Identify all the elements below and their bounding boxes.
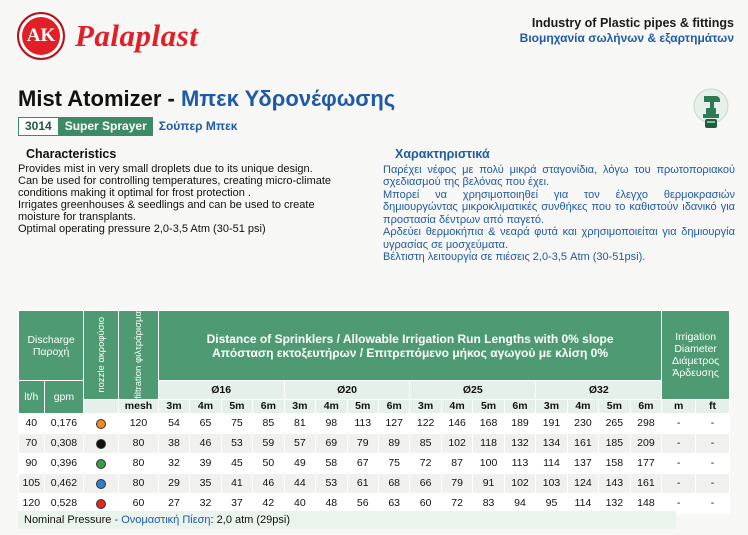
tagline-en: Industry of Plastic pipes & fittings (531, 16, 734, 30)
run-length-value: 81 (284, 413, 315, 433)
characteristic-line: Provides mist in very small droplets due to its unique design. (18, 163, 313, 175)
characteristic-line-gr: Παρέχει νέφος με πολύ μικρά σταγονίδια, λόγω του πρωτοποριακού σχεδιασμού της βελόνας που έχει. (383, 163, 735, 188)
unit-lh: lt/h (19, 381, 45, 414)
run-length-value: 98 (316, 413, 347, 433)
discharge-lh: 90 (19, 453, 45, 473)
pipe-diameter: Ø25 (410, 381, 536, 400)
spacing-header: 4m (190, 399, 221, 413)
run-length-value: 118 (473, 433, 504, 453)
diameter-m: - (662, 493, 696, 513)
discharge-label-gr: Παροχή (32, 345, 70, 358)
nozzle-color-cell (84, 473, 119, 493)
run-length-value: 161 (630, 473, 662, 493)
run-length-value: 298 (630, 413, 662, 433)
nozzle-color-cell (84, 433, 119, 453)
nozzle-blank (84, 399, 119, 413)
characteristics-en (18, 148, 343, 235)
run-length-value: 79 (347, 433, 378, 453)
spacing-header: 5m (221, 399, 252, 413)
run-length-value: 191 (536, 413, 567, 433)
run-length-value: 148 (630, 493, 662, 513)
run-length-value: 42 (253, 493, 284, 513)
run-length-value: 134 (536, 433, 567, 453)
tagline-gr: Βιομηχανία σωλήνων & εξαρτημάτων (519, 31, 734, 45)
nominal-pressure-note (18, 511, 676, 529)
discharge-lh: 120 (19, 493, 45, 513)
discharge-gpm: 0,528 (44, 493, 84, 513)
diameter-label-gr: Διάμετρος Άρδευσης (672, 354, 720, 379)
run-length-value: 46 (253, 473, 284, 493)
run-length-value: 69 (316, 433, 347, 453)
run-length-value: 63 (378, 493, 409, 513)
characteristic-line: Irrigates greenhouses & seedlings and can be used to create moisture for transplants. (18, 199, 315, 223)
discharge-gpm: 0,176 (44, 413, 84, 433)
run-length-value: 85 (253, 413, 284, 433)
brand-logo (17, 12, 198, 60)
footer-separator: - (111, 514, 122, 526)
diameter-label-en: Irrigation Diameter (674, 330, 717, 355)
brand-name: Palaplast (75, 18, 199, 53)
characteristic-line: Can be used for controlling temperatures, creating micro-climate conditions making it optimal for frost protection . (18, 175, 332, 199)
diameter-m: - (662, 433, 696, 453)
run-length-value: 143 (599, 473, 630, 493)
run-length-value: 38 (158, 433, 189, 453)
run-length-value: 40 (284, 493, 315, 513)
run-length-value: 57 (284, 433, 315, 453)
filtration-mesh: 60 (119, 493, 159, 513)
nozzle-color-cell (84, 413, 119, 433)
distance-title-gr: Απόσταση εκτοξευτήρων / Επιτρεπόμενο μήκος αγωγού με κλίση 0% (212, 345, 608, 360)
spacing-header: 3m (284, 399, 315, 413)
table-row (19, 473, 730, 493)
product-code: 3014 (18, 117, 59, 136)
run-length-value: 100 (473, 453, 504, 473)
run-length-value: 132 (504, 433, 535, 453)
table-row (19, 433, 730, 453)
run-length-value: 27 (158, 493, 189, 513)
run-length-value: 32 (158, 453, 189, 473)
run-length-value: 79 (441, 473, 472, 493)
diameter-ft: - (696, 433, 730, 453)
run-length-value: 35 (190, 473, 221, 493)
diameter-m: - (662, 413, 696, 433)
run-length-value: 89 (378, 433, 409, 453)
characteristics-gr (383, 148, 735, 264)
run-length-value: 113 (347, 413, 378, 433)
run-length-value: 168 (473, 413, 504, 433)
diameter-m: - (662, 453, 696, 473)
run-length-value: 114 (536, 453, 567, 473)
run-length-value: 122 (410, 413, 441, 433)
run-length-value: 265 (599, 413, 630, 433)
characteristics-heading-en: Characteristics (26, 147, 117, 161)
nozzle-color-dot-icon (96, 479, 106, 489)
run-length-value: 68 (378, 473, 409, 493)
characteristics-heading-gr: Χαρακτηριστικά (395, 147, 490, 161)
run-length-value: 177 (630, 453, 662, 473)
run-length-value: 75 (378, 453, 409, 473)
title-en: Mist Atomizer (18, 86, 162, 111)
run-length-value: 127 (378, 413, 409, 433)
run-length-value: 49 (284, 453, 315, 473)
run-length-value: 37 (221, 493, 252, 513)
discharge-label-en: Discharge (27, 333, 75, 346)
unit-gpm: gpm (44, 381, 84, 414)
run-length-value: 103 (536, 473, 567, 493)
product-bar (18, 117, 243, 136)
run-length-value: 209 (630, 433, 662, 453)
characteristic-line-gr: Μπορεί να χρησιμοποιηθεί για τον έλεγχο θερμοκρασιών δημιουργώντας μικροκλιματικές συνθήκες που το καθιστούν ιδανικό για προστασία δέντρων από παγετό. (383, 188, 735, 226)
run-length-value: 161 (567, 433, 598, 453)
diameter-m: - (662, 473, 696, 493)
run-length-value: 114 (567, 493, 598, 513)
pipe-diameter: Ø32 (536, 381, 662, 400)
spacing-header: 3m (158, 399, 189, 413)
spacing-header: 6m (378, 399, 409, 413)
run-length-value: 132 (599, 493, 630, 513)
spacing-header: 6m (504, 399, 535, 413)
diameter-ft: - (696, 493, 730, 513)
filtration-header (119, 311, 159, 400)
discharge-gpm: 0,462 (44, 473, 84, 493)
company-tagline (520, 16, 734, 45)
product-name-gr: Σούπερ Μπεκ (158, 119, 238, 133)
run-length-value: 146 (441, 413, 472, 433)
run-length-value: 95 (536, 493, 567, 513)
run-length-value: 230 (567, 413, 598, 433)
spacing-header: 6m (253, 399, 284, 413)
spacing-header: 3m (410, 399, 441, 413)
run-length-value: 29 (158, 473, 189, 493)
run-length-value: 46 (190, 433, 221, 453)
discharge-gpm: 0,396 (44, 453, 84, 473)
spacing-header: 6m (630, 399, 662, 413)
unit-m: m (662, 399, 696, 413)
footer-label-gr: Ονομαστική Πίεση (121, 514, 211, 526)
run-length-value: 44 (284, 473, 315, 493)
filtration-mesh: 80 (119, 433, 159, 453)
characteristic-line-gr: Βέλτιστη λειτουργία σε πιέσεις 2,0-3,5 Atm (30-51psi). (383, 251, 646, 263)
run-length-value: 94 (504, 493, 535, 513)
spacing-header: 5m (473, 399, 504, 413)
run-length-value: 137 (567, 453, 598, 473)
run-length-value: 48 (316, 493, 347, 513)
run-length-value: 102 (441, 433, 472, 453)
run-length-value: 59 (253, 433, 284, 453)
spec-table (18, 310, 730, 514)
run-length-value: 91 (473, 473, 504, 493)
discharge-gpm: 0,308 (44, 433, 84, 453)
spacing-header: 3m (536, 399, 567, 413)
product-name-en: Super Sprayer (59, 117, 153, 136)
filtration-label: filtration φιλτράρισμα (132, 311, 144, 399)
nozzle-color-dot-icon (96, 419, 106, 429)
characteristic-line-gr: Αρδεύει θερμοκήπια & νεαρά φυτά και χρησιμοποιείται για δημιουργία υγρασίας σε μοσχεύματα. (383, 226, 735, 251)
discharge-header (19, 311, 84, 381)
run-length-value: 32 (190, 493, 221, 513)
run-length-value: 83 (473, 493, 504, 513)
sprinkler-icon (692, 88, 730, 132)
filtration-mesh: 120 (119, 413, 159, 433)
nozzle-label: nozzle ακροφύσιο (95, 317, 107, 393)
run-length-value: 67 (347, 453, 378, 473)
filtration-mesh: 80 (119, 473, 159, 493)
discharge-lh: 70 (19, 433, 45, 453)
run-length-value: 75 (221, 413, 252, 433)
title-gr: Μπεκ Υδρονέφωσης (180, 86, 396, 111)
spacing-header: 4m (441, 399, 472, 413)
spacing-header: 4m (316, 399, 347, 413)
discharge-lh: 105 (19, 473, 45, 493)
spacing-header: 4m (567, 399, 598, 413)
footer-label-en: Nominal Pressure (24, 514, 112, 526)
run-length-value: 45 (221, 453, 252, 473)
unit-mesh: mesh (119, 399, 159, 413)
run-length-value: 158 (599, 453, 630, 473)
run-length-value: 56 (347, 493, 378, 513)
diameter-ft: - (696, 413, 730, 433)
spacing-header: 5m (599, 399, 630, 413)
characteristic-line: Optimal operating pressure 2,0-3,5 Atm (30-51 psi) (18, 223, 266, 235)
run-length-value: 66 (410, 473, 441, 493)
run-length-value: 41 (221, 473, 252, 493)
run-length-value: 113 (504, 453, 535, 473)
distance-header (158, 311, 661, 381)
unit-ft: ft (696, 399, 730, 413)
logo-emblem (17, 12, 65, 60)
run-length-value: 72 (410, 453, 441, 473)
diameter-ft: - (696, 473, 730, 493)
run-length-value: 185 (599, 433, 630, 453)
pipe-diameter: Ø20 (284, 381, 410, 400)
diameter-ft: - (696, 453, 730, 473)
nozzle-color-dot-icon (96, 499, 106, 509)
nozzle-header (84, 311, 119, 400)
run-length-value: 61 (347, 473, 378, 493)
run-length-value: 58 (316, 453, 347, 473)
nozzle-color-dot-icon (96, 439, 106, 449)
run-length-value: 102 (504, 473, 535, 493)
run-length-value: 53 (316, 473, 347, 493)
discharge-lh: 40 (19, 413, 45, 433)
pipe-diameter: Ø16 (158, 381, 284, 400)
run-length-value: 60 (410, 493, 441, 513)
run-length-value: 124 (567, 473, 598, 493)
run-length-value: 53 (221, 433, 252, 453)
run-length-value: 39 (190, 453, 221, 473)
run-length-value: 189 (504, 413, 535, 433)
title-separator: - (161, 86, 181, 111)
nozzle-color-cell (84, 453, 119, 473)
run-length-value: 72 (441, 493, 472, 513)
run-length-value: 65 (190, 413, 221, 433)
table-row (19, 453, 730, 473)
table-row (19, 413, 730, 433)
run-length-value: 50 (253, 453, 284, 473)
spacing-header: 5m (347, 399, 378, 413)
logo-initials: AK (26, 25, 56, 46)
diameter-header (662, 311, 730, 400)
filtration-mesh: 80 (119, 453, 159, 473)
run-length-value: 87 (441, 453, 472, 473)
page-title (18, 86, 395, 112)
nozzle-color-dot-icon (96, 459, 106, 469)
distance-title-en: Distance of Sprinklers / Allowable Irrigation Run Lengths with 0% slope (206, 331, 614, 346)
run-length-value: 54 (158, 413, 189, 433)
footer-value: : 2,0 atm (29psi) (210, 514, 291, 526)
run-length-value: 85 (410, 433, 441, 453)
